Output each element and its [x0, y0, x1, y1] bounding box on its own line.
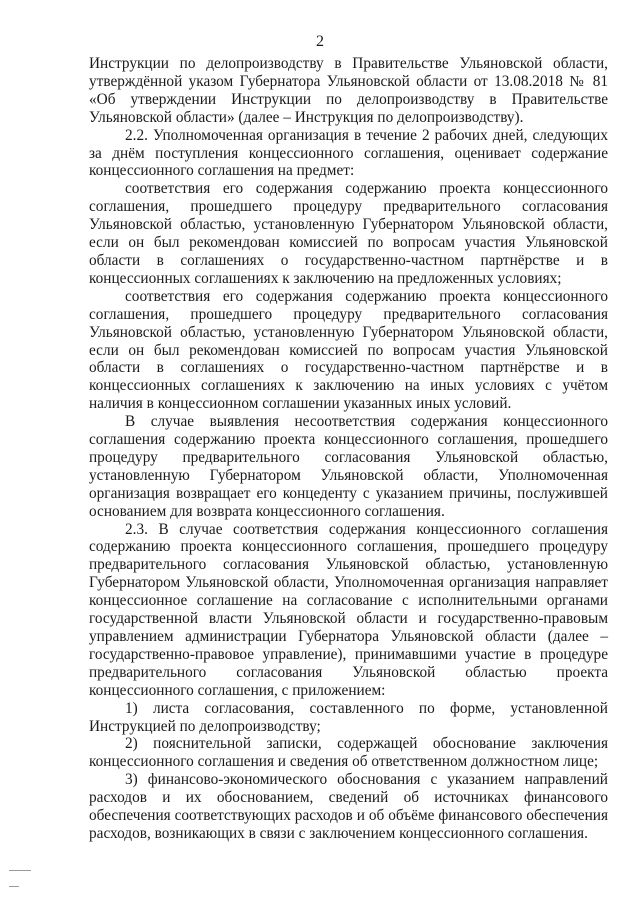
- paragraph-criterion-1: соответствия его содержания содержанию проекта концессионного соглашения, прошедшего процедуру предварительного согласования Ульяновской областью, установленную Губернатором Ульяновской области, если он был рекомендован комиссией по вопросам участия Ульяновской области в соглашениях о государственно-частном партнёрстве и в концессионных соглашениях к заключению на предложенных условиях;: [89, 180, 608, 287]
- paragraph-mismatch: В случае выявления несоответствия содержания концессионного соглашения содержанию проекта концессионного соглашения, прошедшего процедуру предварительного согласования Ульяновской областью, установленную Губернатором Ульяновской области, Уполномоченная организация возвращает его концеденту с указанием причины, послужившей основанием для возврата концессионного соглашения.: [89, 413, 608, 520]
- list-item-2: 2) пояснительной записки, содержащей обоснование заключения концессионного соглашения и сведения об ответственном должностном лице;: [89, 735, 608, 771]
- document-body: [89, 55, 608, 843]
- page-number: 2: [316, 33, 324, 50]
- paragraph-continuation: Инструкции по делопроизводству в Правительстве Ульяновской области, утверждённой указом Губернатора Ульяновской области от 13.08.2018 № 81 «Об утверждении Инструкции по делопроизводству в Правительстве Ульяновской области» (далее – Инструкция по делопроизводству).: [89, 55, 608, 126]
- paragraph-2-3: 2.3. В случае соответствия содержания концессионного соглашения содержанию проекта концессионного соглашения, прошедшего процедуру предварительного согласования Ульяновской областью, установленную Губернатором Ульяновской области, Уполномоченная организация направляет концессионное соглашение на согласование с исполнительными органами государственной власти Ульяновской области и государственно-правовым управлением администрации Губернатора Ульяновской области (далее – государственно-правовое управление), принимавшими участие в процедуре предварительного согласования Ульяновской областью проекта концессионного соглашения, с приложением:: [89, 520, 608, 699]
- paragraph-criterion-2: соответствия его содержания содержанию проекта концессионного соглашения, прошедшего процедуру предварительного согласования Ульяновской областью, установленную Губернатором Ульяновской области, если он был рекомендован комиссией по вопросам участия Ульяновской области в соглашениях о государственно-частном партнёрстве и в концессионных соглашениях к заключению на иных условиях с учётом наличия в концессионном соглашении указанных иных условий.: [89, 287, 608, 413]
- scan-edge-mark: [9, 870, 31, 871]
- list-item-3: 3) финансово-экономического обоснования с указанием направлений расходов и их обоснованием, сведений об источниках финансового обеспечения соответствующих расходов и об объёме финансового обеспечения расходов, возникающих в связи с заключением концессионного соглашения.: [89, 771, 608, 842]
- scan-edge-mark: [9, 886, 19, 887]
- list-item-1: 1) листа согласования, составленного по форме, установленной Инструкцией по делопроизводству;: [89, 699, 608, 735]
- paragraph-2-2: 2.2. Уполномоченная организация в течение 2 рабочих дней, следующих за днём поступления концессионного соглашения, оценивает содержание концессионного соглашения на предмет:: [89, 126, 608, 180]
